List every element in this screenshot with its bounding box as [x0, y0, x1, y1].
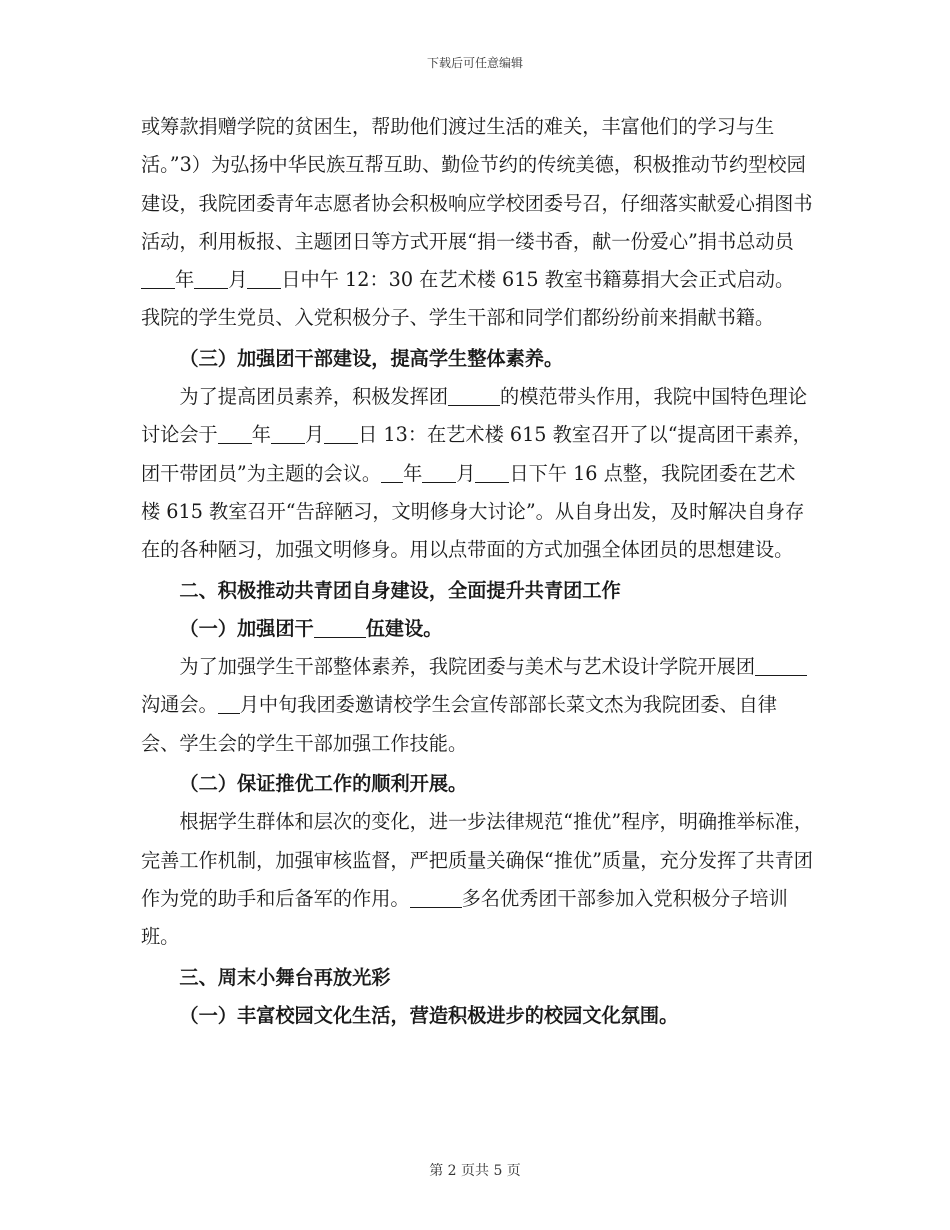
heading-part-2-2: （二）保证推优工作的顺利开展。: [179, 772, 468, 796]
blank: [314, 618, 366, 638]
blank: [422, 462, 456, 482]
blank: [141, 269, 175, 289]
blank: [247, 269, 281, 289]
heading-part-2: 二、积极推动共青团自身建设，全面提升共青团工作: [179, 578, 621, 602]
blank: [218, 694, 240, 714]
blank: [194, 269, 228, 289]
blank: [475, 462, 509, 482]
blank: [271, 424, 305, 444]
blank: [324, 424, 358, 444]
heading-part-3-1: （一）丰富校园文化生活，营造积极进步的校园文化氛围。: [179, 1003, 679, 1027]
paragraph-communication: 为了加强学生干部整体素养，我院团委与美术与艺术设计学院开展团沟通会。 月中旬我团委邀请校学生会宣传部部长菜文杰为我院团委、自律会、学生会的学生干部加强工作技能。: [141, 648, 813, 763]
blank: [755, 656, 807, 676]
paragraph-recommendation: 根据学生群体和层次的变化，进一步法律规范“推优”程序，明确推举标准，完善工作机制，加强审核监督，严把质量关确保“推优”质量，充分发挥了共青团作为党的助手和后备军的作用。 多名优秀团干部参加入党积极分子培训班。: [141, 810, 814, 949]
page-header: 下载后可任意编辑: [426, 56, 523, 70]
blank: [448, 386, 500, 406]
heading-part-2-1: （一）加强团干 伍建设。: [179, 616, 443, 640]
heading-section-3: （三）加强团干部建设，提高学生整体素养。: [179, 346, 564, 370]
blank: [410, 888, 462, 908]
page-footer: 第 2 页共 5 页: [429, 1163, 521, 1179]
paragraph-cadre-quality: 为了提高团员素养，积极发挥团 的模范带头作用，我院中国特色理论讨论会于 年 月 日 13：在艺术楼 615 教室召开了以“提高团干素养，团干带团员”为主题的会议。 年 月 日下午 16 点整，我院团委在艺术楼 615 教室召开“告辞陋习，文明修身大讨论”。从自身出发，及时解决自身存在的各种陋习，加强文明修身。用以点带面的方式加强全体团员的思想建设。: [141, 385, 812, 562]
blank: [381, 462, 403, 482]
heading-part-3: 三、周末小舞台再放光彩: [179, 965, 391, 989]
blank: [218, 424, 252, 444]
document-body: [141, 108, 813, 1035]
paragraph-donation: 或筹款捐赠学院的贫困生，帮助他们渡过生活的难关，丰富他们的学习与生活。”3）为弘扬中华民族互帮互助、勤俭节约的传统美德，积极推动节约型校园建设，我院团委青年志愿者协会积极响应学校团委号召，仔细落实献爱心捐图书活动，利用板报、主题团日等方式开展“捐一缕书香，献一份爱心”捐书总动员年 月 日中午 12：30 在艺术楼 615 教室书籍募捐大会正式启动。我院的学生党员、入党积极分子、学生干部和同学们都纷纷前来捐献书籍。: [141, 115, 813, 330]
